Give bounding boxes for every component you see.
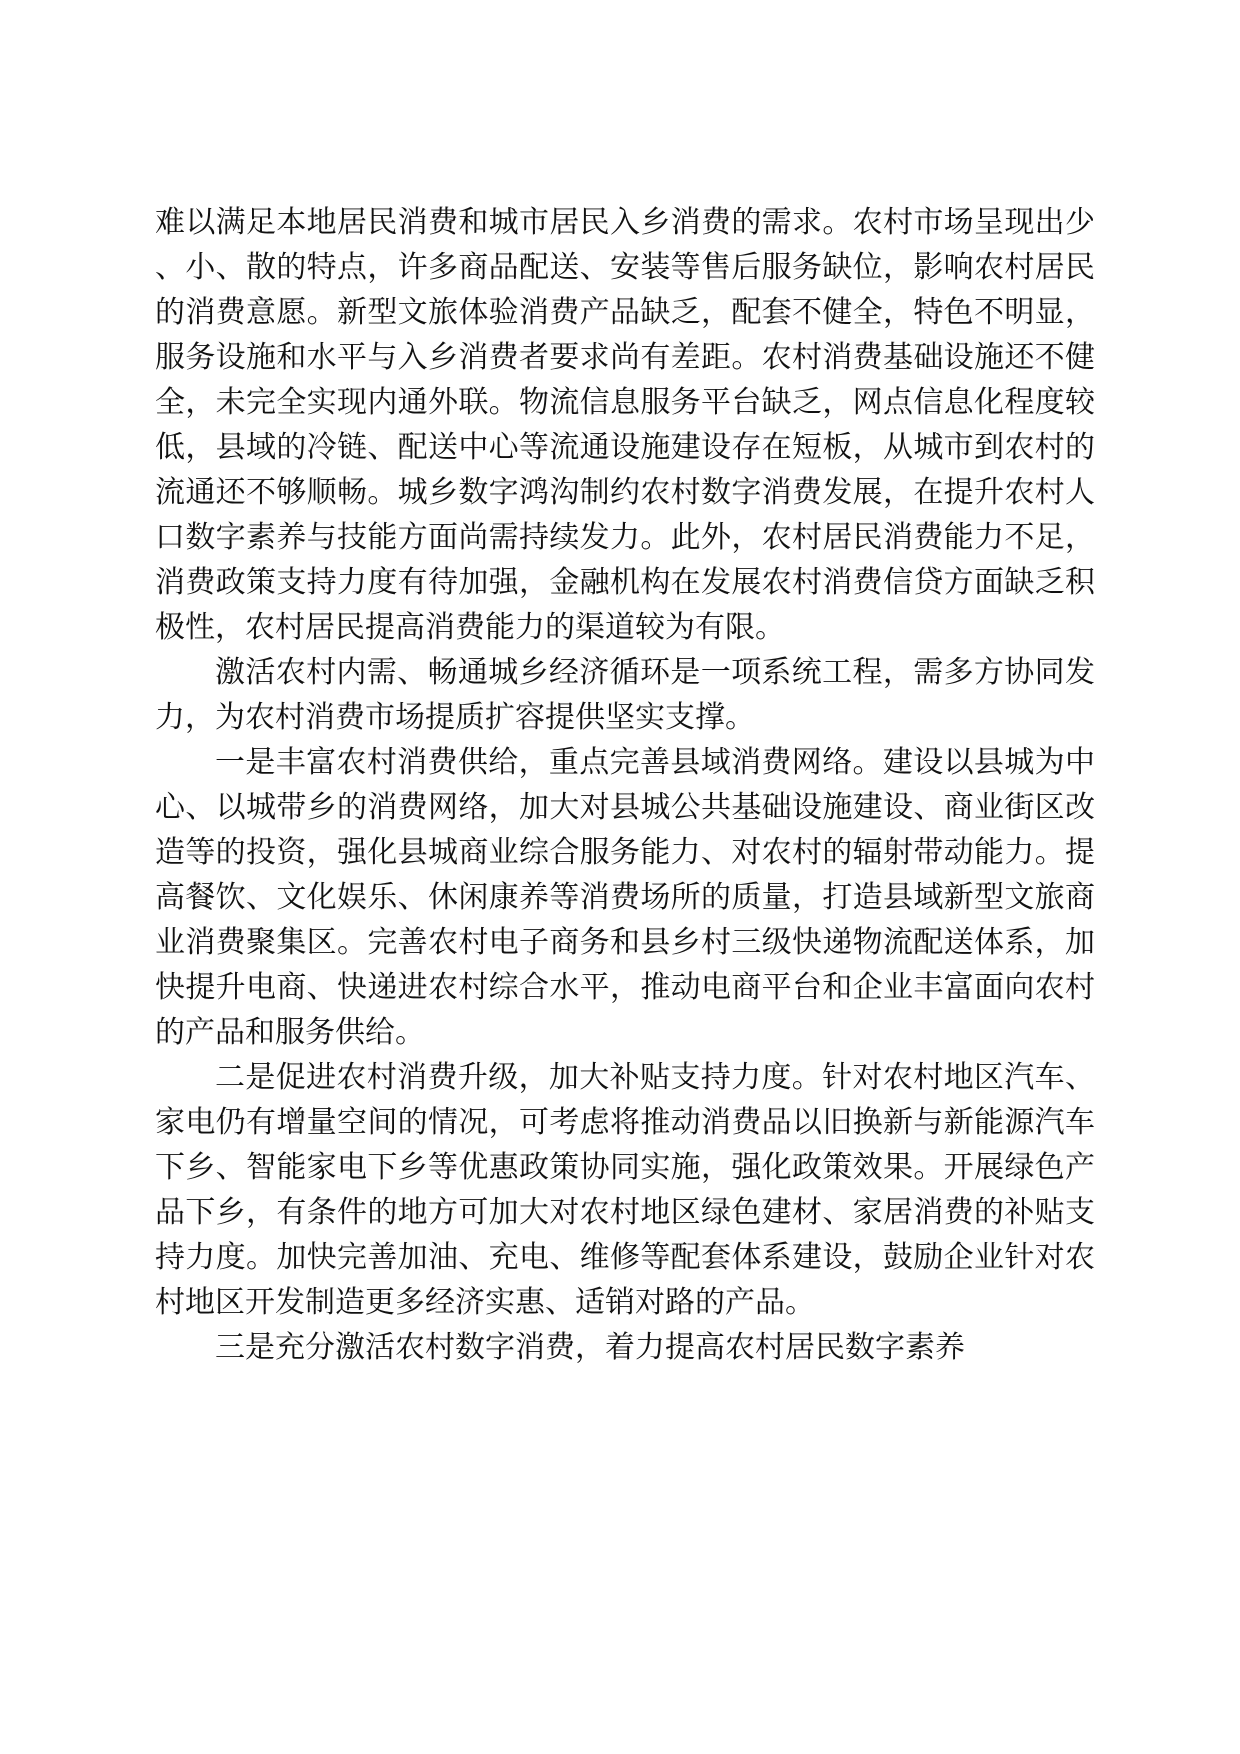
paragraph-3: 一是丰富农村消费供给，重点完善县域消费网络。建设以县城为中心、以城带乡的消费网络，加大对县城公共基础设施建设、商业街区改造等的投资，强化县城商业综合服务能力、对农村的辐射带动能力。提高餐饮、文化娱乐、休闲康养等消费场所的质量，打造县域新型文旅商业消费聚集区。完善农村电子商务和县乡村三级快递物流配送体系，加快提升电商、快递进农村综合水平，推动电商平台和企业丰富面向农村的产品和服务供给。 [155,745,1095,1050]
document-body [155,200,1095,1370]
paragraph-4: 二是促进农村消费升级，加大补贴支持力度。针对农村地区汽车、家电仍有增量空间的情况，可考虑将推动消费品以旧换新与新能源汽车下乡、智能家电下乡等优惠政策协同实施，强化政策效果。开展绿色产品下乡，有条件的地方可加大对农村地区绿色建材、家居消费的补贴支持力度。加快完善加油、充电、维修等配套体系建设，鼓励企业针对农村地区开发制造更多经济实惠、适销对路的产品。 [155,1060,1095,1320]
paragraph-5: 三是充分激活农村数字消费，着力提高农村居民数字素养 [215,1330,965,1365]
paragraph-2: 激活农村内需、畅通城乡经济循环是一项系统工程，需多方协同发力，为农村消费市场提质扩容提供坚实支撑。 [155,655,1095,735]
paragraph-1: 难以满足本地居民消费和城市居民入乡消费的需求。农村市场呈现出少、小、散的特点，许多商品配送、安装等售后服务缺位，影响农村居民的消费意愿。新型文旅体验消费产品缺乏，配套不健全，特色不明显，服务设施和水平与入乡消费者要求尚有差距。农村消费基础设施还不健全，未完全实现内通外联。物流信息服务平台缺乏，网点信息化程度较低，县域的冷链、配送中心等流通设施建设存在短板，从城市到农村的流通还不够顺畅。城乡数字鸿沟制约农村数字消费发展，在提升农村人口数字素养与技能方面尚需持续发力。此外，农村居民消费能力不足，消费政策支持力度有待加强，金融机构在发展农村消费信贷方面缺乏积极性，农村居民提高消费能力的渠道较为有限。 [155,205,1095,645]
